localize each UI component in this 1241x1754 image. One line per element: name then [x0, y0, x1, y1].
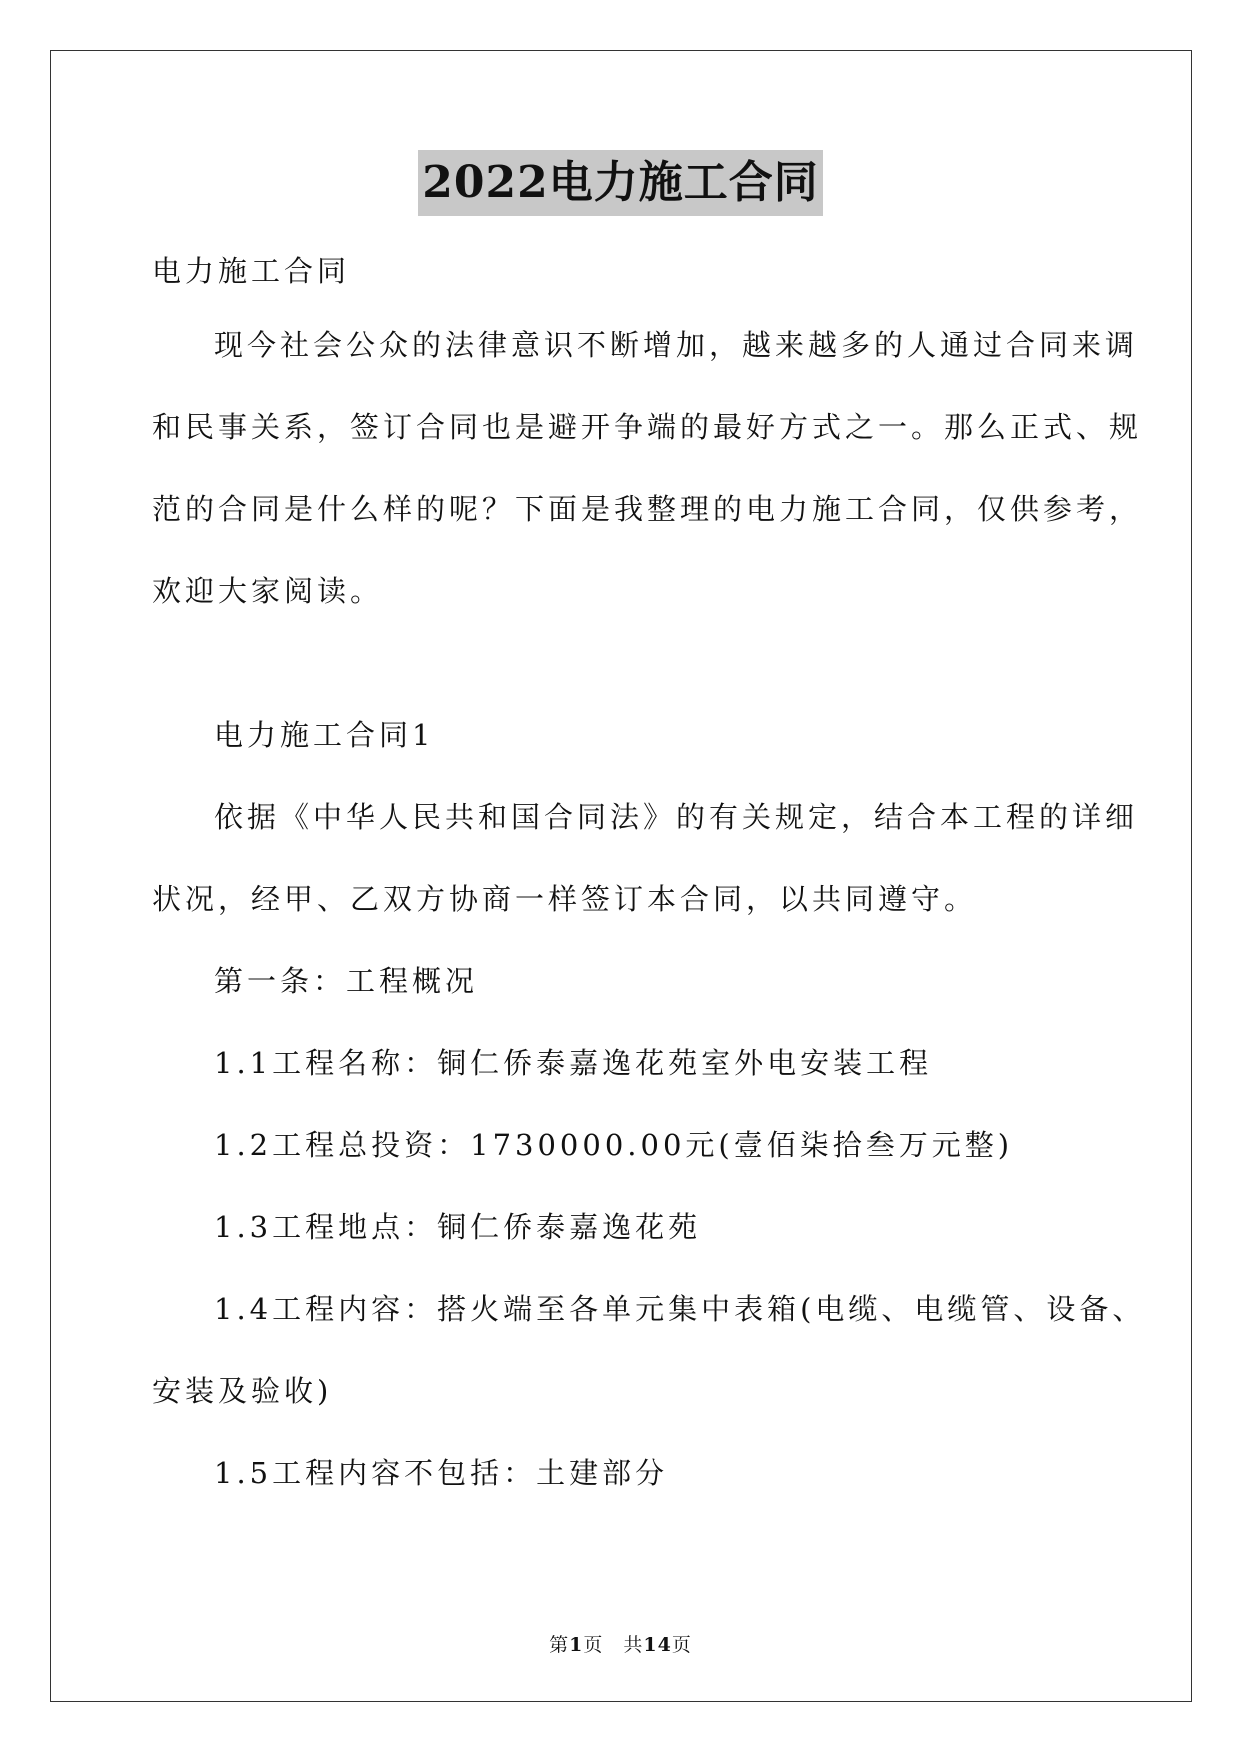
intro-paragraph: [152, 304, 1143, 632]
item-1-4-line: 安装及验收): [152, 1374, 333, 1408]
item-1-3-text: 1.3工程地点：铜仁侨泰嘉逸花苑: [214, 1210, 702, 1244]
item-1-5-text: 1.5工程内容不包括：土建部分: [214, 1456, 669, 1490]
item-1-3: [152, 1186, 1092, 1268]
heading-text: 电力施工合同: [152, 254, 351, 288]
basis-paragraph: [152, 776, 1139, 940]
item-1-2-text: 1.2工程总投资：1730000.00元(壹佰柒拾叁万元整): [214, 1128, 1014, 1162]
basis-line: 依据《中华人民共和国合同法》的有关规定，结合本工程的详细: [214, 800, 1139, 834]
basis-line: 状况，经甲、乙双方协商一样签订本合同，以共同遵守。: [152, 882, 978, 916]
current-page-number: 1: [569, 1634, 584, 1656]
intro-line: 范的合同是什么样的呢？下面是我整理的电力施工合同，仅供参考，: [152, 492, 1143, 526]
article-1-text: 第一条：工程概况: [214, 964, 479, 998]
intro-line: 欢迎大家阅读。: [152, 574, 384, 608]
item-1-4-line: 1.4工程内容：搭火端至各单元集中表箱(电缆、电缆管、设备、: [214, 1292, 1146, 1326]
item-1-5: [152, 1432, 1092, 1514]
intro-line: 和民事关系，签订合同也是避开争端的最好方式之一。那么正式、规: [152, 410, 1143, 444]
article-1-heading: [152, 940, 1092, 1022]
item-1-1-text: 1.1工程名称：铜仁侨泰嘉逸花苑室外电安装工程: [214, 1046, 933, 1080]
item-1-1: [152, 1022, 1092, 1104]
total-page-count: 14: [643, 1634, 672, 1656]
item-1-4: [152, 1268, 1146, 1432]
intro-line: 现今社会公众的法律意识不断增加，越来越多的人通过合同来调: [214, 328, 1139, 362]
document-title: 2022电力施工合同: [418, 150, 822, 216]
item-1-2: [152, 1104, 1092, 1186]
title-container: [0, 150, 1241, 216]
section-title: [152, 694, 1092, 776]
footer-suffix: 页: [671, 1634, 692, 1656]
footer-prefix: 第: [549, 1634, 570, 1656]
page-footer: [0, 1632, 1241, 1658]
footer-mid: 页 共: [583, 1634, 644, 1656]
section-title-text: 电力施工合同1: [214, 718, 435, 752]
document-heading: [152, 230, 1092, 312]
